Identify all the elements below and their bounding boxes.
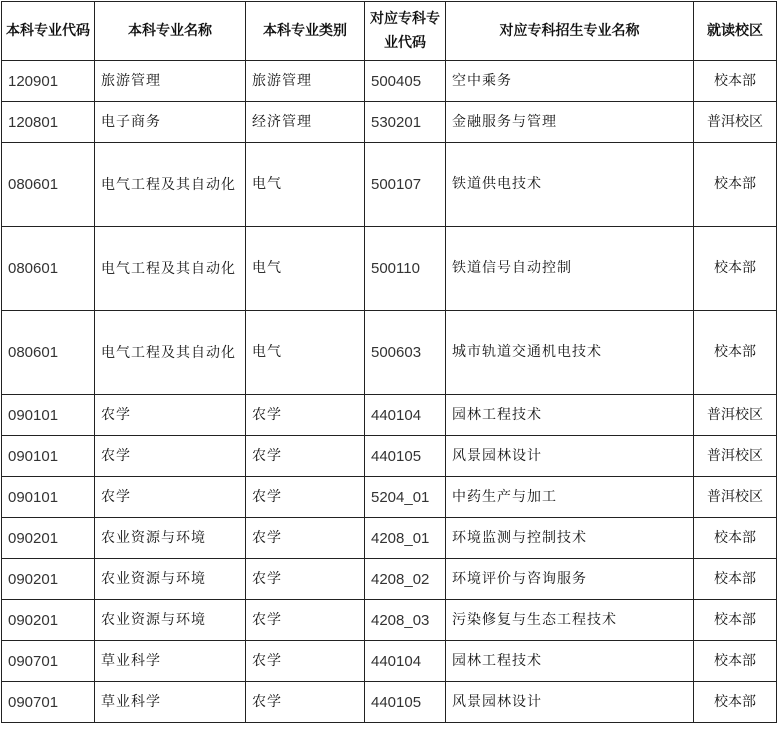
- cell-category: 农学: [246, 518, 365, 559]
- cell-sub-name: 环境评价与咨询服务: [446, 559, 694, 600]
- header-sub-code: 对应专科专业代码: [365, 2, 446, 61]
- header-category: 本科专业类别: [246, 2, 365, 61]
- cell-name: 农业资源与环境: [95, 518, 246, 559]
- header-code: 本科专业代码: [2, 2, 95, 61]
- cell-category: 电气: [246, 143, 365, 227]
- cell-category: 农学: [246, 436, 365, 477]
- cell-name: 草业科学: [95, 641, 246, 682]
- cell-campus: 校本部: [694, 311, 777, 395]
- cell-code: 090101: [2, 395, 95, 436]
- table-row: [2, 518, 777, 559]
- cell-campus: 校本部: [694, 559, 777, 600]
- cell-sub-code: 440105: [365, 682, 446, 723]
- table-row: [2, 102, 777, 143]
- header-campus: 就读校区: [694, 2, 777, 61]
- cell-category: 农学: [246, 477, 365, 518]
- table-row: [2, 477, 777, 518]
- table-row: [2, 559, 777, 600]
- cell-name: 旅游管理: [95, 61, 246, 102]
- cell-campus: 普洱校区: [694, 102, 777, 143]
- cell-category: 农学: [246, 559, 365, 600]
- cell-sub-code: 500110: [365, 227, 446, 311]
- cell-name: 电气工程及其自动化: [95, 227, 246, 311]
- cell-code: 080601: [2, 227, 95, 311]
- major-mapping-table: [1, 1, 777, 723]
- cell-sub-name: 城市轨道交通机电技术: [446, 311, 694, 395]
- table-row: [2, 600, 777, 641]
- header-row: [2, 2, 777, 61]
- cell-code: 080601: [2, 143, 95, 227]
- cell-campus: 校本部: [694, 600, 777, 641]
- table-row: [2, 311, 777, 395]
- cell-code: 090701: [2, 682, 95, 723]
- cell-sub-name: 铁道供电技术: [446, 143, 694, 227]
- cell-code: 090101: [2, 477, 95, 518]
- cell-category: 经济管理: [246, 102, 365, 143]
- table-row: [2, 682, 777, 723]
- cell-sub-name: 园林工程技术: [446, 395, 694, 436]
- cell-sub-code: 500603: [365, 311, 446, 395]
- cell-campus: 校本部: [694, 682, 777, 723]
- cell-category: 农学: [246, 395, 365, 436]
- cell-campus: 校本部: [694, 641, 777, 682]
- cell-name: 农业资源与环境: [95, 559, 246, 600]
- cell-sub-code: 4208_01: [365, 518, 446, 559]
- cell-campus: 校本部: [694, 143, 777, 227]
- cell-category: 农学: [246, 682, 365, 723]
- cell-category: 旅游管理: [246, 61, 365, 102]
- header-name: 本科专业名称: [95, 2, 246, 61]
- cell-sub-name: 空中乘务: [446, 61, 694, 102]
- cell-campus: 普洱校区: [694, 395, 777, 436]
- cell-code: 080601: [2, 311, 95, 395]
- table-row: [2, 436, 777, 477]
- cell-code: 090201: [2, 559, 95, 600]
- cell-campus: 普洱校区: [694, 436, 777, 477]
- cell-campus: 普洱校区: [694, 477, 777, 518]
- cell-code: 090201: [2, 600, 95, 641]
- table-row: [2, 143, 777, 227]
- cell-category: 电气: [246, 311, 365, 395]
- cell-category: 电气: [246, 227, 365, 311]
- cell-code: 090201: [2, 518, 95, 559]
- cell-sub-code: 440104: [365, 395, 446, 436]
- cell-category: 农学: [246, 641, 365, 682]
- cell-campus: 校本部: [694, 61, 777, 102]
- cell-sub-name: 铁道信号自动控制: [446, 227, 694, 311]
- cell-name: 农学: [95, 395, 246, 436]
- cell-name: 电气工程及其自动化: [95, 143, 246, 227]
- cell-sub-code: 530201: [365, 102, 446, 143]
- cell-sub-name: 园林工程技术: [446, 641, 694, 682]
- cell-name: 草业科学: [95, 682, 246, 723]
- cell-sub-code: 440104: [365, 641, 446, 682]
- cell-sub-code: 500405: [365, 61, 446, 102]
- cell-sub-code: 500107: [365, 143, 446, 227]
- cell-sub-code: 4208_02: [365, 559, 446, 600]
- cell-name: 农学: [95, 477, 246, 518]
- table-row: [2, 227, 777, 311]
- cell-sub-name: 中药生产与加工: [446, 477, 694, 518]
- cell-code: 090101: [2, 436, 95, 477]
- cell-sub-name: 金融服务与管理: [446, 102, 694, 143]
- cell-name: 农学: [95, 436, 246, 477]
- cell-campus: 校本部: [694, 227, 777, 311]
- cell-campus: 校本部: [694, 518, 777, 559]
- cell-sub-code: 440105: [365, 436, 446, 477]
- cell-code: 120801: [2, 102, 95, 143]
- table-row: [2, 395, 777, 436]
- table-header: [2, 2, 777, 61]
- cell-code: 090701: [2, 641, 95, 682]
- header-sub-name: 对应专科招生专业名称: [446, 2, 694, 61]
- cell-sub-name: 污染修复与生态工程技术: [446, 600, 694, 641]
- cell-sub-code: 4208_03: [365, 600, 446, 641]
- cell-category: 农学: [246, 600, 365, 641]
- cell-name: 电子商务: [95, 102, 246, 143]
- cell-name: 电气工程及其自动化: [95, 311, 246, 395]
- cell-sub-code: 5204_01: [365, 477, 446, 518]
- table-row: [2, 61, 777, 102]
- table-body: [2, 61, 777, 723]
- cell-sub-name: 风景园林设计: [446, 436, 694, 477]
- table-row: [2, 641, 777, 682]
- cell-code: 120901: [2, 61, 95, 102]
- cell-sub-name: 风景园林设计: [446, 682, 694, 723]
- cell-sub-name: 环境监测与控制技术: [446, 518, 694, 559]
- cell-name: 农业资源与环境: [95, 600, 246, 641]
